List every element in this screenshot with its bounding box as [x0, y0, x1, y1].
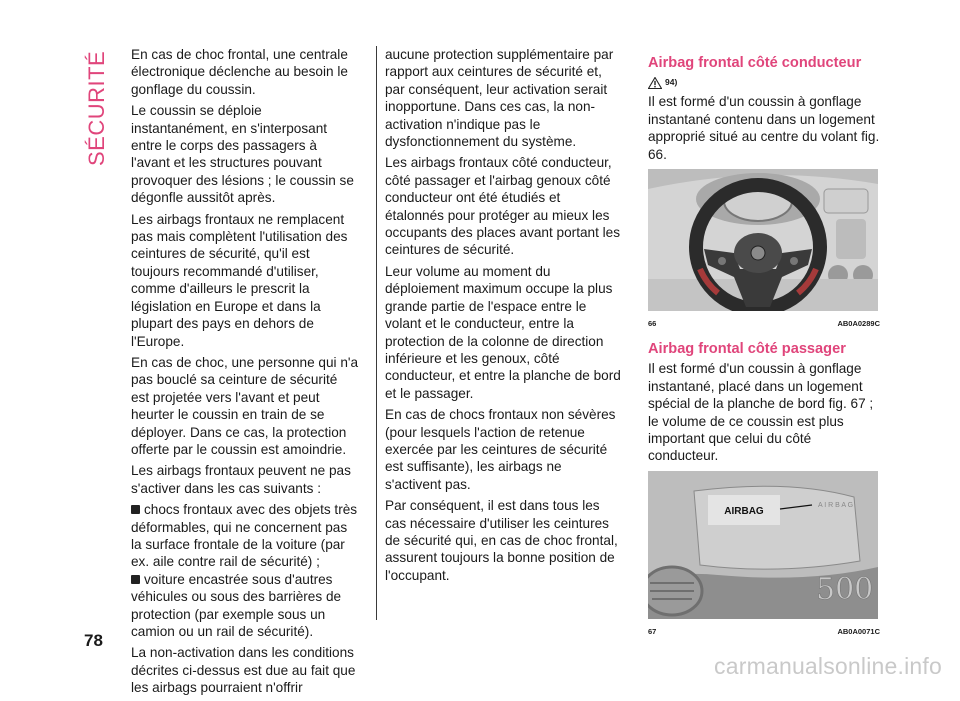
paragraph: Leur volume au moment du déploiement maximum occupe la plus grande partie de l'espace entre le volant et le conducteur, entre la protection de la colonne de direction inférieure et les genoux, côté conducteur, et entre la planche de bord et le passager.: [385, 263, 621, 401]
figure-code: AB0A0071C: [837, 626, 880, 636]
figure-code: AB0A0289C: [837, 319, 880, 329]
paragraph: aucune protection supplémentaire par rapport aux ceintures de sécurité et, par conséquent, leur activation serait inopportune. Dans ces cas, la non-activation n'indique pas le dysfonctionnement du système.: [385, 47, 614, 150]
text-column-3: [648, 44, 880, 648]
warning-reference: [648, 74, 880, 91]
figure-67-dashboard: [648, 471, 878, 619]
fiat-500-logo-text: 500: [816, 571, 874, 607]
paragraph: En cas de chocs frontaux non sévères (pour lesquels l'action de retenue exercée par les ceintures de sécurité est suffisante), les airbags ne s'activent pas.: [385, 407, 616, 492]
paragraph: Le coussin se déploie instantanément, en s'interposant entre le corps des passagers à l'avant et les structures pouvant provoquer des lésions ; le coussin se dégonfle aussitôt après.: [131, 103, 354, 206]
figure-66-caption: [648, 315, 880, 332]
paragraph: Il est formé d'un coussin à gonflage instantané, placé dans un logement spécial de la planche de bord fig. 67 ; le volume de ce coussin est plus important que celui du côté conducteur.: [648, 361, 874, 464]
paragraph: La non-activation dans les conditions décrites ci-dessus est due au fait que les airbags pourraient n'offrir: [131, 645, 356, 696]
passenger-airbag-image: [648, 471, 878, 619]
heading-passenger-airbag: Airbag frontal côté passager: [648, 341, 846, 358]
heading-driver-airbag: Airbag frontal côté conducteur: [648, 55, 862, 71]
text-column-1: [131, 46, 359, 701]
bullet-square-icon: [131, 505, 140, 514]
paragraph: Par conséquent, il est dans tous les cas nécessaire d'utiliser les ceintures de sécurité qui, en cas de choc frontal, assurent toujours la bonne position de l'occupant.: [385, 498, 618, 583]
figure-number: 66: [648, 319, 657, 329]
bullet-text: chocs frontaux avec des objets très déformables, qui ne concernent pas la surface frontale de la voiture (par ex. aile contre rail de sécurité) ;: [131, 502, 358, 570]
column-divider: [376, 46, 377, 620]
warning-ref-text: 94): [665, 77, 678, 87]
watermark: carmanualsonline.info: [714, 653, 942, 679]
figure-number: 67: [648, 626, 657, 636]
warning-triangle-icon: [648, 77, 662, 89]
paragraph: Il est formé d'un coussin à gonflage instantané contenu dans un logement approprié situé au centre du volant fig. 66.: [648, 94, 880, 162]
section-tab: [84, 48, 114, 166]
figure-66-steering-wheel: [648, 169, 878, 311]
airbag-label-text: AIRBAG: [724, 505, 764, 517]
text-column-2: [385, 46, 621, 588]
page-number: 78: [84, 631, 103, 650]
bullet-item: [131, 501, 359, 571]
paragraph: En cas de choc, une personne qui n'a pas bouclé sa ceinture de sécurité est projetée vers l'avant et peut heurter le coussin en train de se déployer. Dans ce cas, la protection offerte par le coussin est amoindrie.: [131, 354, 359, 457]
bullet-text: voiture encastrée sous d'autres véhicules ou sous des barrières de protection (par exemple sous un camion ou un rail de sécurité).: [131, 571, 342, 639]
section-tab-label: SÉCURITÉ: [84, 50, 109, 166]
figure-67-caption: [648, 623, 880, 640]
paragraph: Les airbags frontaux peuvent ne pas s'activer dans les cas suivants :: [131, 463, 351, 496]
bullet-item: [131, 571, 359, 641]
paragraph: Les airbags frontaux côté conducteur, côté passager et l'airbag genoux côté conducteur ont été étudiés et étalonnés pour protéger au mieux les occupants des places avant portant les ceintures de sécurité.: [385, 155, 621, 258]
paragraph: Les airbags frontaux ne remplacent pas mais complètent l'utilisation des ceintures de sécurité, qu'il est toujours recommandé d'utiliser, comme d'ailleurs le prescrit la législation en Europe et dans la plupart des pays en dehors de l'Europe.: [131, 211, 348, 349]
svg-text:A I R B A G: A I R B A G: [818, 501, 854, 509]
bullet-square-icon: [131, 575, 140, 584]
steering-wheel-image: [648, 169, 878, 311]
paragraph: En cas de choc frontal, une centrale électronique déclenche au besoin le gonflage du coussin.: [131, 47, 348, 97]
